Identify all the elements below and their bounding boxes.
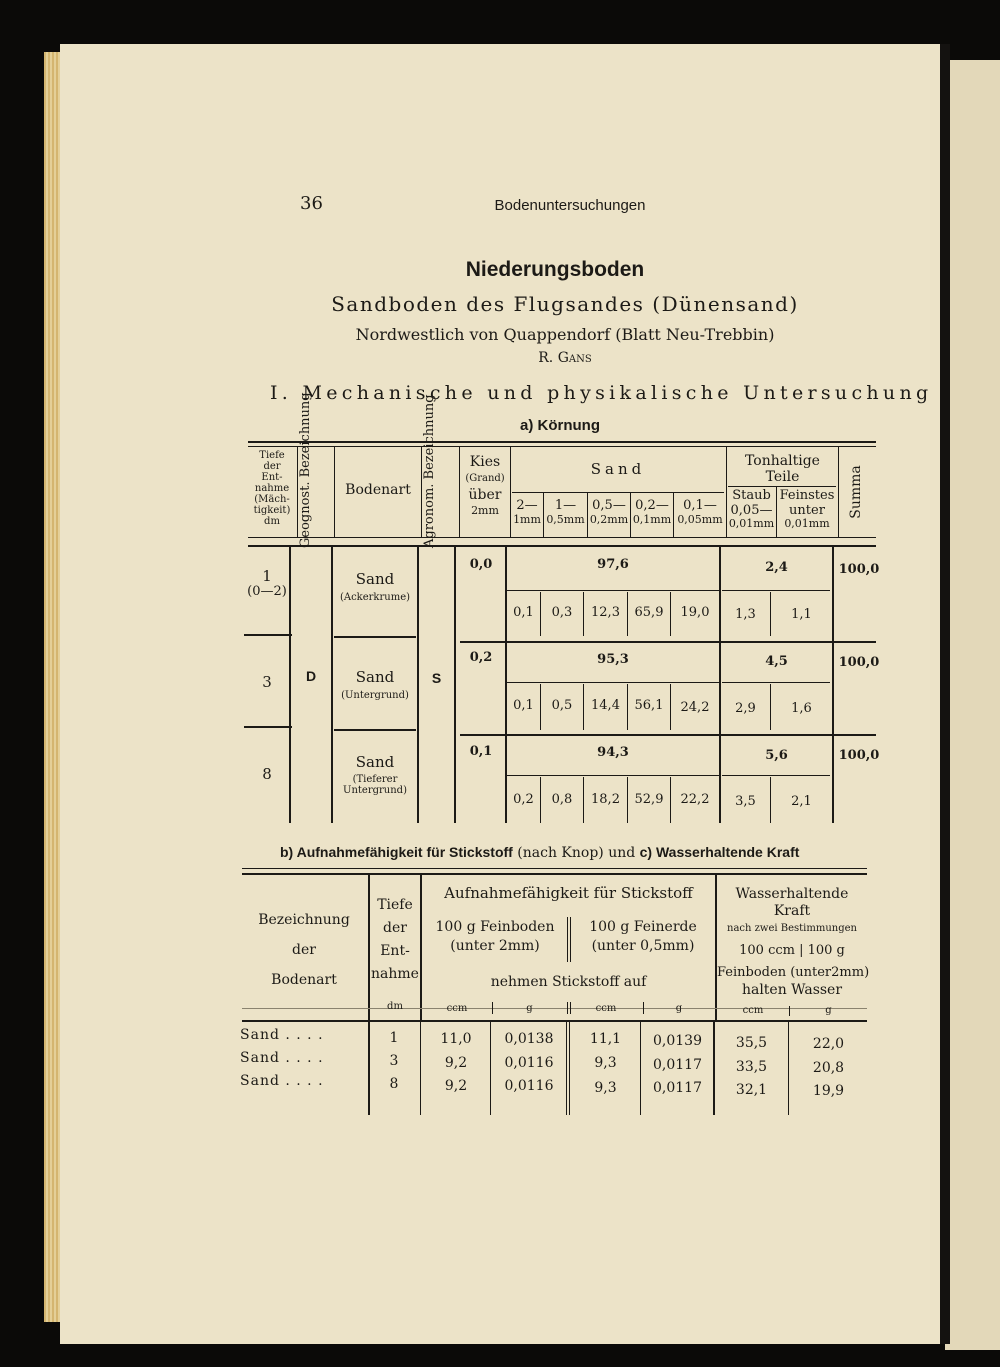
sand-value: 0,1 <box>513 605 534 620</box>
ton-value: 3,5 <box>735 794 756 809</box>
sand-total: 94,3 <box>597 745 629 760</box>
soil-note: (Ackerkrume) <box>339 592 411 603</box>
header-nehmen: nehmen Stickstoff auf <box>490 974 647 990</box>
header-sand-col: 0,1— 0,05mm <box>677 498 723 526</box>
sand-value: 0,8 <box>551 792 573 807</box>
unit-label: g <box>526 1003 533 1014</box>
kies-value: 0,1 <box>469 744 493 759</box>
fb-ccm: 9,2 <box>444 1055 468 1071</box>
header-aufnahme: Aufnahmefähigkeit für Stickstoff <box>444 884 693 902</box>
header-feinstes: Feinstes unter 0,01mm <box>779 488 835 530</box>
summa-value: 100,0 <box>838 655 880 670</box>
ton-value: 1,6 <box>791 701 812 716</box>
header-geognost: Geognost. Bezeichnung <box>298 392 313 548</box>
soil-type: Sand <box>355 668 395 686</box>
w-g: 19,9 <box>812 1083 845 1099</box>
page-number: 36 <box>300 193 323 214</box>
summa-value: 100,0 <box>838 748 880 763</box>
fb-g: 0,0138 <box>504 1031 554 1047</box>
unit-label: ccm <box>742 1005 764 1016</box>
header-halten: halten Wasser <box>741 982 843 998</box>
soil-name: Sand . . . . <box>240 1073 324 1089</box>
header-bezeichnung: Bezeichnung der Bodenart <box>258 912 350 988</box>
sand-value: 0,3 <box>551 605 573 620</box>
depth: 8 <box>262 765 272 783</box>
fb-ccm: 11,0 <box>440 1031 472 1047</box>
header-agronom: Agronom. Bezeichnung <box>422 394 437 548</box>
book-page <box>60 44 945 1344</box>
depth: 8 <box>389 1076 399 1092</box>
location-line: Nordwestlich von Quappendorf (Blatt Neu-Trebbin) <box>355 325 775 344</box>
sand-value: 18,2 <box>591 792 620 807</box>
kies-value: 0,2 <box>469 650 493 665</box>
geognost-value: D <box>305 668 317 684</box>
fe-g: 0,0117 <box>653 1080 702 1096</box>
header-tiefe-b: Tiefe der Ent- nahme <box>371 897 419 982</box>
unit-label: ccm <box>595 1003 617 1014</box>
header-bodenart: Bodenart <box>345 482 411 498</box>
unit-label: dm <box>387 1001 403 1012</box>
next-page-edge <box>945 60 1000 1350</box>
fb-g: 0,0116 <box>504 1055 554 1071</box>
ton-value: 2,1 <box>791 794 812 809</box>
ton-total: 4,5 <box>765 654 788 669</box>
header-feinboden: 100 g Feinboden (unter 2mm) <box>435 919 555 954</box>
header-feinerde: 100 g Feinerde (unter 0,5mm) <box>589 919 697 954</box>
running-title: Bodenuntersuchungen <box>494 197 646 214</box>
w-g: 20,8 <box>812 1060 845 1076</box>
fb-g: 0,0116 <box>504 1078 554 1094</box>
unit-label: g <box>675 1003 683 1014</box>
kies-value: 0,0 <box>469 557 493 572</box>
sand-value: 56,1 <box>634 698 664 713</box>
soil-name: Sand . . . . <box>240 1027 324 1043</box>
w-ccm: 35,5 <box>735 1035 768 1051</box>
w-ccm: 32,1 <box>735 1082 768 1098</box>
section-heading: I. Mechanische und physikalische Untersuchung <box>270 382 933 404</box>
soil-type: Sand <box>355 753 395 771</box>
header-bestimmungen: nach zwei Bestimmungen <box>727 923 857 934</box>
soil-note: (Tieferer Untergrund) <box>343 774 407 796</box>
caption-b-c: b) Aufnahmefähigkeit für Stickstoff (nach Knop) und c) Wasserhaltende Kraft <box>280 844 800 861</box>
header-sand: Sand <box>590 460 646 478</box>
header-sand-col: 1— 0,5mm <box>546 498 585 526</box>
header-kies: Kies (Grand) über 2mm <box>465 454 505 517</box>
soil-type: Sand <box>355 570 395 588</box>
main-title: Niederungsboden <box>465 258 645 281</box>
agronom-value: S <box>431 670 442 686</box>
soil-name: Sand . . . . <box>240 1050 324 1066</box>
sand-value: 0,2 <box>513 792 534 807</box>
book-gutter <box>940 44 950 1344</box>
ton-value: 2,9 <box>735 701 756 716</box>
depth: 1 <box>389 1030 399 1046</box>
fb-ccm: 9,2 <box>444 1078 468 1094</box>
ton-value: 1,1 <box>791 607 812 622</box>
depth: 1 <box>262 567 272 585</box>
fe-ccm: 9,3 <box>594 1080 617 1096</box>
header-summa: Summa <box>848 465 864 519</box>
sand-value: 12,3 <box>591 605 620 620</box>
header-wasser: Wasserhaltende Kraft <box>735 886 849 919</box>
header-sand-col: 0,2— 0,1mm <box>632 498 672 526</box>
header-staub: Staub 0,05— 0,01mm <box>728 488 775 530</box>
header-sand-col: 0,5— 0,2mm <box>589 498 629 526</box>
ton-value: 1,3 <box>735 607 756 622</box>
sand-total: 97,6 <box>597 557 629 572</box>
author: R. Gans <box>538 350 592 366</box>
fe-g: 0,0139 <box>653 1033 702 1049</box>
ton-total: 2,4 <box>765 560 788 575</box>
sand-value: 22,2 <box>680 792 710 807</box>
sand-total: 95,3 <box>597 652 629 667</box>
depth-range: (0—2) <box>247 584 287 599</box>
sand-value: 24,2 <box>680 700 710 715</box>
soil-note: (Untergrund) <box>341 690 409 701</box>
depth: 3 <box>262 673 272 691</box>
header-tiefe: Tiefe der Ent- nahme (Mäch- tigkeit) dm <box>253 450 291 527</box>
w-g: 22,0 <box>812 1036 845 1052</box>
ton-total: 5,6 <box>765 748 788 763</box>
sand-value: 65,9 <box>634 605 664 620</box>
w-ccm: 33,5 <box>735 1059 768 1075</box>
unit-label: g <box>825 1005 832 1016</box>
summa-value: 100,0 <box>838 562 880 577</box>
header-tonhaltige: Tonhaltige Teile <box>745 453 820 485</box>
fe-ccm: 11,1 <box>589 1031 622 1047</box>
sand-value: 0,5 <box>551 698 573 713</box>
subsection-a: a) Körnung <box>520 417 600 434</box>
header-ccm-g: 100 ccm | 100 g <box>739 943 845 958</box>
sand-value: 52,9 <box>634 792 664 807</box>
depth: 3 <box>389 1053 399 1069</box>
sand-value: 0,1 <box>513 698 534 713</box>
fe-g: 0,0117 <box>653 1057 702 1073</box>
header-feinboden2: Feinboden (unter2mm) <box>717 965 870 980</box>
sand-value: 14,4 <box>591 698 620 713</box>
unit-label: ccm <box>446 1003 468 1014</box>
sand-value: 19,0 <box>680 605 710 620</box>
header-sand-col: 2— 1mm <box>513 498 541 526</box>
fe-ccm: 9,3 <box>594 1055 617 1071</box>
subtitle: Sandboden des Flugsandes (Dünensand) <box>331 292 799 316</box>
